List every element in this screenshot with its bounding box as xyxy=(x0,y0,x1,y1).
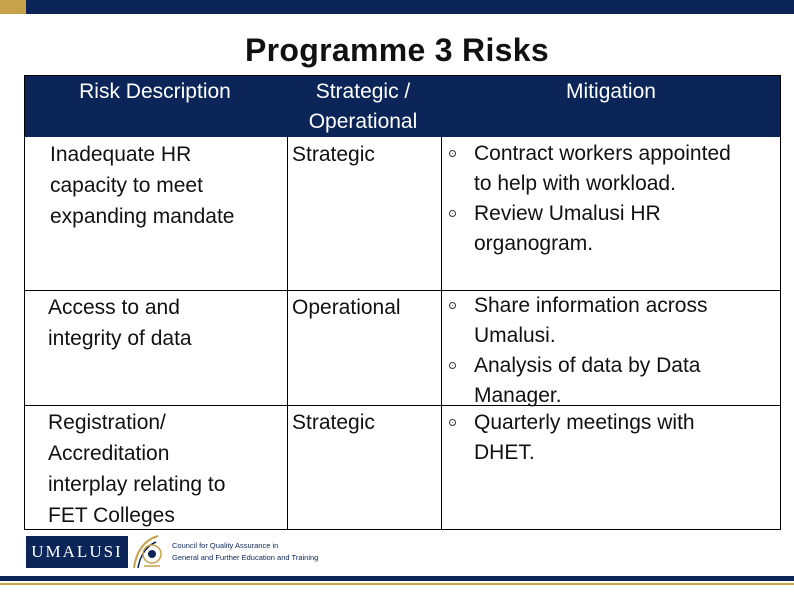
description-line: FET Colleges xyxy=(48,504,175,527)
row-1-type xyxy=(292,139,375,170)
top-banner xyxy=(0,0,794,14)
bullet-icon xyxy=(449,362,456,369)
description-line: interplay relating to xyxy=(48,473,226,496)
row-3-type xyxy=(292,407,375,438)
mitigation-line: Contract workers appointed xyxy=(474,142,731,165)
description-line: Inadequate HR xyxy=(50,143,192,166)
top-banner-accent xyxy=(0,0,26,14)
row-2-type xyxy=(292,292,401,323)
bullet-icon xyxy=(449,419,456,426)
row-2-description xyxy=(48,292,192,354)
row-1-description xyxy=(50,139,234,232)
mitigation-item xyxy=(440,408,695,468)
header-type-line1: Strategic / xyxy=(315,80,411,103)
row-1-mitigation-list xyxy=(440,139,731,259)
mitigation-item xyxy=(440,139,731,199)
header-type-line2: Operational xyxy=(308,110,418,133)
description-line: Accreditation xyxy=(48,442,170,465)
bottom-banner xyxy=(0,576,794,581)
mitigation-line: organogram. xyxy=(474,232,594,255)
description-line: capacity to meet xyxy=(50,174,203,197)
bullet-icon xyxy=(449,302,456,309)
mitigation-line: Share information across xyxy=(474,294,708,317)
description-line: Access to and xyxy=(48,296,180,319)
mitigation-line: to help with workload. xyxy=(474,172,676,195)
mitigation-line: Quarterly meetings with xyxy=(474,411,695,434)
mitigation-item xyxy=(440,351,707,411)
header-mitigation: Mitigation xyxy=(566,80,656,103)
row-3-mitigation-list xyxy=(440,408,695,468)
mitigation-line: Analysis of data by Data xyxy=(474,354,701,377)
header-strategic-operational xyxy=(288,77,438,137)
tagline-line: General and Further Education and Training xyxy=(172,553,319,562)
header-risk-description: Risk Description xyxy=(79,80,231,103)
tagline-line: Council for Quality Assurance in xyxy=(172,541,279,550)
type-value: Strategic xyxy=(292,411,375,434)
umalusi-emblem-icon xyxy=(130,532,166,572)
mitigation-line: Manager. xyxy=(474,384,562,407)
row-2-mitigation-list xyxy=(440,291,707,411)
type-value: Operational xyxy=(292,296,401,319)
description-line: integrity of data xyxy=(48,327,192,350)
column-divider xyxy=(287,137,288,529)
umalusi-logo: UMALUSI xyxy=(26,536,128,568)
mitigation-line: Review Umalusi HR xyxy=(474,202,661,225)
type-value: Strategic xyxy=(292,143,375,166)
mitigation-item xyxy=(440,199,731,259)
bullet-icon xyxy=(449,210,456,217)
mitigation-line: DHET. xyxy=(474,441,535,464)
row-3-description xyxy=(48,407,225,528)
mitigation-line: Umalusi. xyxy=(474,324,556,347)
mitigation-item xyxy=(440,291,707,351)
bullet-icon xyxy=(449,150,456,157)
bottom-banner-accent xyxy=(0,583,794,585)
description-line: Registration/ xyxy=(48,411,166,434)
description-line: expanding mandate xyxy=(50,205,235,228)
logo-tagline xyxy=(172,540,318,564)
slide-title: Programme 3 Risks xyxy=(245,32,549,68)
